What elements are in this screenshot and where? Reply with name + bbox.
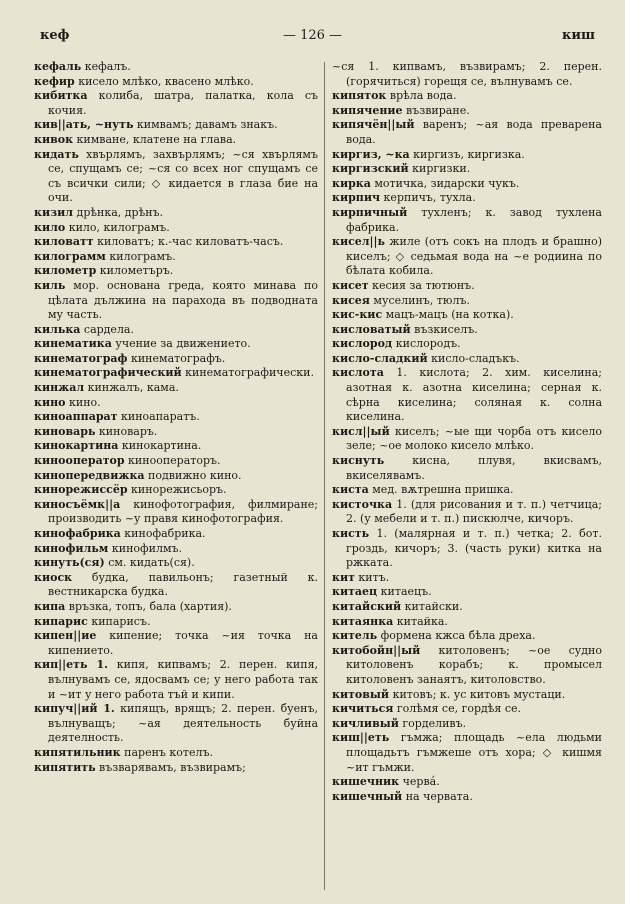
entry-headword: кисел||ь [332, 235, 386, 249]
entry-headword: кичиться [332, 702, 394, 716]
entry-headword: кинжал [34, 381, 85, 395]
entry-definition: врѣла вода. [386, 89, 457, 103]
dictionary-entry [34, 498, 318, 527]
dictionary-entry [34, 381, 318, 396]
dictionary-entry [34, 702, 318, 746]
entry-headword: кисловатый [332, 322, 411, 336]
dictionary-entry [332, 337, 602, 352]
dictionary-entry [34, 366, 318, 381]
dictionary-entry [34, 410, 318, 425]
entry-definition: китаецъ. [377, 585, 432, 599]
entry-definition: възкиселъ. [410, 322, 478, 336]
dictionary-entry [34, 323, 318, 338]
entry-definition: китовъ; к. ус китовъ мустаци. [389, 687, 566, 701]
left-column [34, 60, 318, 775]
entry-definition: кипящъ, врящъ; 2. перен. буенъ, вълнуващъ; ~ая деятельность буйна деятелность. [48, 702, 318, 745]
entry-headword: киргизский [332, 162, 409, 176]
entry-definition: мор. основана греда, която минава по цѣлата дължина на парахода въ подводната му часть. [48, 278, 318, 322]
entry-definition: колиба, шатра, палатка, кола съ кочия. [48, 89, 318, 117]
entry-headword: кисло-сладкий [332, 351, 428, 365]
entry-headword: килограмм [34, 249, 106, 263]
entry-definition: кисело млѣко, квасено млѣко. [74, 74, 254, 88]
entry-definition: мотичка, зидарски чукъ. [370, 176, 520, 190]
dictionary-entry [34, 133, 318, 148]
column-divider [324, 62, 325, 890]
entry-headword: килька [34, 322, 81, 336]
entry-definition: ~ся 1. кипвамъ, възвирамъ; 2. перен. (горячиться) горещя се, вълнувамъ се. [332, 60, 602, 88]
dictionary-entry [34, 221, 318, 236]
entry-definition: мацъ-мацъ (на котка). [382, 308, 514, 322]
entry-headword: кислород [332, 337, 393, 351]
entry-headword: кипячение [332, 103, 403, 117]
dictionary-entry [34, 454, 318, 469]
entry-headword: кишечник [332, 775, 400, 789]
dictionary-entry [34, 571, 318, 600]
entry-definition: километъръ. [96, 264, 174, 278]
entry-headword: кит [332, 570, 355, 584]
dictionary-entry [332, 308, 602, 323]
entry-definition: паренъ котелъ. [120, 745, 213, 759]
entry-headword: кипяток [332, 89, 387, 103]
entry-headword: кинофабрика [34, 527, 121, 540]
entry-definition: кинжалъ, кама. [84, 381, 179, 395]
entry-definition: кипарисъ. [87, 614, 151, 628]
entry-definition: формена кжса бѣла дреха. [377, 629, 536, 643]
entry-definition: китоловенъ; ~ое судно китоловенъ корабъ; к. промысел китоловенъ занаятъ, китоловство. [346, 643, 602, 686]
entry-headword: кинофильм [34, 541, 109, 555]
entry-headword: киш||еть [332, 731, 390, 745]
entry-definition: кинофотография, филмиране; производить ~у правя кинофотография. [48, 497, 318, 526]
entry-definition: 1. (для рисования и т. п.) четчица; 2. (у мебели и т. п.) пискюлче, кичоръ. [346, 497, 602, 526]
entry-definition: муселинъ, тюлъ. [369, 293, 470, 307]
dictionary-entry [332, 615, 602, 630]
entry-definition: кинофилмъ. [108, 541, 182, 555]
entry-headword: киста [332, 483, 369, 497]
dictionary-entry [34, 250, 318, 265]
entry-headword: кинопередвижка [34, 468, 145, 482]
entry-headword: китобойн||ый [332, 643, 421, 657]
dictionary-entry [332, 790, 602, 805]
page-header [0, 28, 625, 50]
entry-definition: възвиране. [402, 103, 470, 117]
entry-headword: кишечный [332, 789, 403, 803]
entry-definition: варенъ; ~ая вода преварена вода. [346, 118, 602, 146]
entry-definition: кинооператоръ. [124, 454, 221, 468]
entry-definition: китайка. [393, 614, 448, 628]
dictionary-entry [332, 454, 602, 483]
entry-definition: жиле (отъ сокъ на плодъ и брашно) киселъ; ◇ седьмая вода на ~е родиина по бѣлата кобила. [346, 235, 602, 278]
entry-headword: кирка [332, 176, 371, 190]
entry-definition: кисна, плувя, вкисвамъ, вкиселявамъ. [346, 454, 602, 482]
entry-headword: киноварь [34, 424, 96, 438]
entry-definition: см. кидать(ся). [104, 556, 195, 570]
entry-headword: кинематограф [34, 351, 128, 365]
header-guide-word-right: киш [561, 28, 595, 43]
dictionary-entry [332, 366, 602, 424]
entry-headword: километр [34, 264, 97, 278]
dictionary-entry [34, 264, 318, 279]
dictionary-entry [332, 498, 602, 527]
dictionary-entry [332, 702, 602, 717]
entry-definition: кинорежисьоръ. [127, 483, 227, 497]
dictionary-entry [332, 118, 602, 147]
entry-headword: кирпичный [332, 205, 408, 219]
dictionary-entry [332, 235, 602, 279]
entry-definition: 1. кислота; 2. хим. киселина; азотная к. азотна киселина; серная к. сѣрна киселина; соляная к. солна киселина. [346, 366, 602, 424]
entry-headword: китаянка [332, 614, 394, 628]
dictionary-entry [34, 118, 318, 133]
entry-headword: кинооператор [34, 454, 125, 468]
entry-headword: кисл||ый [332, 424, 390, 438]
dictionary-entry [34, 761, 318, 776]
entry-definition: на червата. [402, 789, 473, 803]
entry-headword: кивок [34, 132, 74, 146]
dictionary-entry [34, 600, 318, 615]
dictionary-entry [332, 89, 602, 104]
entry-headword: кичливый [332, 716, 399, 730]
entry-headword: кибитка [34, 89, 88, 103]
entry-definition: кесия за тютюнъ. [368, 278, 475, 292]
dictionary-entry [332, 688, 602, 703]
entry-headword: кино [34, 395, 66, 409]
dictionary-entry [332, 717, 602, 732]
entry-headword: китовый [332, 687, 390, 701]
entry-definition: връзка, топъ, бала (хартия). [65, 599, 232, 613]
entry-headword: кефаль [34, 60, 82, 73]
header-guide-word-left: кеф [40, 28, 70, 43]
right-column [332, 60, 602, 804]
entry-definition: кимване, клатене на глава. [73, 132, 237, 146]
entry-definition: килограмъ. [105, 249, 176, 263]
entry-headword: кефир [34, 74, 75, 88]
entry-definition: гъмжа; площадь ~ела людьми площадьтъ гъмжеше отъ хора; ◇ кишмя ~ит гъмжи. [346, 731, 602, 774]
dictionary-entry [34, 396, 318, 411]
entry-headword: кило [34, 220, 66, 234]
dictionary-entry [34, 615, 318, 630]
entry-headword: киловатт [34, 235, 94, 249]
dictionary-entry [332, 177, 602, 192]
entry-headword: кипячён||ый [332, 118, 415, 132]
dictionary-entry [34, 337, 318, 352]
entry-definition: кислородъ. [392, 337, 461, 351]
entry-definition: хвърлямъ, захвърлямъ; ~ся хвърлямъ се, спущамъ се; ~ся со всех ног спущамъ се съ всички сили; ◇ кидается в глаза бие на очи. [48, 147, 318, 205]
entry-headword: кинокартина [34, 439, 119, 453]
dictionary-entry [332, 483, 602, 498]
entry-headword: кинуть(ся) [34, 556, 105, 570]
entry-definition: киргизки. [408, 162, 471, 176]
dictionary-entry [332, 191, 602, 206]
dictionary-entry [34, 75, 318, 90]
entry-headword: кип||еть 1. [34, 658, 109, 672]
entry-headword: киоск [34, 570, 73, 584]
entry-headword: кипа [34, 599, 66, 613]
dictionary-entry [34, 206, 318, 221]
entry-definition: възварявамъ, възвирамъ; [95, 760, 246, 774]
entry-headword: китайский [332, 599, 402, 613]
entry-headword: кисть [332, 527, 370, 540]
dictionary-entry [332, 425, 602, 454]
entry-headword: кинорежиссёр [34, 483, 128, 497]
dictionary-entry [332, 629, 602, 644]
dictionary-entry [34, 527, 318, 542]
entry-definition: кинематографъ. [127, 351, 226, 365]
entry-definition: кипение; точка ~ия точка на кипението. [48, 629, 318, 657]
entry-headword: кипятильник [34, 745, 121, 759]
entry-definition: керпичъ, тухла. [380, 191, 476, 205]
entry-definition: горделивъ. [398, 716, 467, 730]
dictionary-entry [332, 279, 602, 294]
entry-definition: будка, павильонъ; газетный к. вестникарска будка. [48, 570, 318, 599]
dictionary-entry [34, 89, 318, 118]
dictionary-entry [332, 527, 602, 571]
dictionary-entry [332, 294, 602, 309]
dictionary-entry [332, 60, 602, 89]
entry-headword: киносъёмк||а [34, 497, 121, 511]
dictionary-entry [332, 352, 602, 367]
entry-headword: китаец [332, 585, 378, 599]
entry-definition: кинофабрика. [120, 527, 206, 540]
dictionary-entry [34, 352, 318, 367]
entry-definition: учение за движението. [111, 337, 251, 351]
entry-definition: киноваръ. [95, 424, 158, 438]
dictionary-entry [332, 206, 602, 235]
entry-definition: кефалъ. [81, 60, 131, 73]
entry-definition: голѣмя се, гордѣя се. [393, 702, 522, 716]
entry-headword: кинематографический [34, 366, 182, 380]
entry-definition: кисло-сладъкъ. [427, 351, 520, 365]
entry-definition: китайски. [401, 599, 463, 613]
dictionary-entry [332, 775, 602, 790]
dictionary-entry [34, 483, 318, 498]
dictionary-entry [34, 60, 318, 75]
entry-definition: кино. [65, 395, 101, 409]
dictionary-entry [34, 746, 318, 761]
entry-headword: кив||ать, ~нуть [34, 118, 134, 132]
dictionary-entry [34, 629, 318, 658]
dictionary-entry [34, 279, 318, 323]
page-number: — 126 — [282, 28, 343, 43]
dictionary-entry [34, 469, 318, 484]
dictionary-entry [332, 731, 602, 775]
entry-headword: кисточка [332, 497, 393, 511]
entry-headword: кизил [34, 205, 74, 219]
entry-headword: киснуть [332, 454, 385, 468]
entry-definition: киргизъ, киргизка. [409, 147, 525, 161]
entry-headword: кинематика [34, 337, 112, 351]
entry-headword: кирпич [332, 191, 381, 205]
entry-definition: кинематографически. [181, 366, 314, 380]
entry-definition: мед. вѫтрешна пришка. [368, 483, 514, 497]
dictionary-entry [332, 600, 602, 615]
entry-definition: кимвамъ; давамъ знакъ. [133, 118, 278, 132]
entry-headword: киноаппарат [34, 410, 118, 424]
dictionary-entry [34, 425, 318, 440]
dictionary-entry [332, 162, 602, 177]
dictionary-entry [34, 542, 318, 557]
dictionary-entry [332, 644, 602, 688]
entry-definition: дрѣнка, дрѣнъ. [73, 205, 164, 219]
entry-headword: кипятить [34, 760, 96, 774]
dictionary-entry [332, 585, 602, 600]
entry-definition: кинокартина. [118, 439, 202, 453]
entry-headword: кипарис [34, 614, 88, 628]
dictionary-entry [332, 104, 602, 119]
entry-definition: кипя, кипвамъ; 2. перен. кипя, вълнувамъ се, ядосвамъ се; у него работа так и ~ит у него работа тъй и кипи. [48, 658, 319, 701]
dictionary-entry [332, 323, 602, 338]
dictionary-entry [34, 148, 318, 206]
entry-headword: кисея [332, 293, 370, 307]
entry-definition: китъ. [354, 570, 390, 584]
entry-definition: червá. [399, 775, 440, 789]
entry-definition: кило, килограмъ. [65, 220, 170, 234]
dictionary-entry [332, 571, 602, 586]
entry-headword: кисет [332, 278, 369, 292]
entry-definition: киловатъ; к.-час киловатъ-часъ. [93, 235, 284, 249]
entry-definition: киноапаратъ. [117, 410, 200, 424]
entry-headword: кипуч||ий 1. [34, 702, 115, 716]
entry-definition: сардела. [80, 322, 134, 336]
entry-headword: киргиз, ~ка [332, 147, 410, 161]
entry-headword: киль [34, 278, 66, 292]
dictionary-entry [332, 148, 602, 163]
entry-headword: кис-кис [332, 308, 383, 322]
dictionary-entry [34, 556, 318, 571]
entry-definition: 1. (малярная и т. п.) четка; 2. бот. гроздь, кичоръ; 3. (часть руки) китка на ржката. [346, 527, 602, 570]
dictionary-entry [34, 439, 318, 454]
entry-definition: киселъ; ~ые щи чорба отъ кисело зеле; ~ое молоко кисело млѣко. [346, 424, 602, 453]
dictionary-entry [34, 658, 318, 702]
entry-definition: подвижно кино. [144, 468, 242, 482]
entry-definition: тухленъ; к. завод тухлена фабрика. [346, 205, 602, 234]
entry-headword: китель [332, 629, 378, 643]
entry-headword: кислота [332, 366, 384, 380]
entry-headword: кидать [34, 147, 79, 161]
entry-headword: кипен||ие [34, 629, 97, 643]
dictionary-entry [34, 235, 318, 250]
